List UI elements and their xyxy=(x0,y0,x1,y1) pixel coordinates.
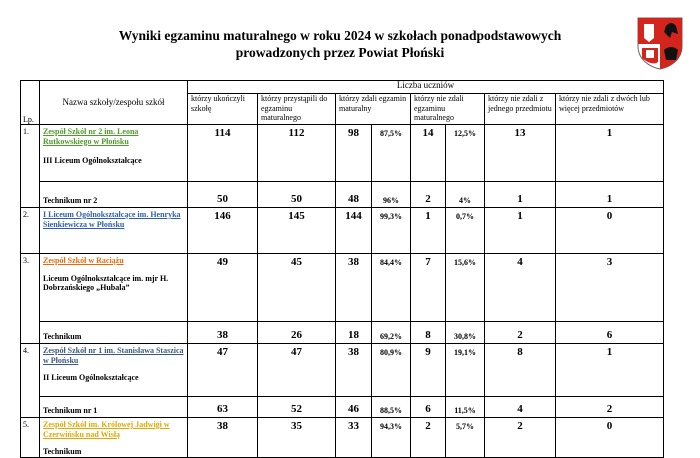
page-title xyxy=(0,27,680,61)
row-school-cell xyxy=(40,254,188,322)
cell-failed-one: 1 xyxy=(485,182,556,208)
row-lp: 5. xyxy=(21,418,40,458)
row-school-cell xyxy=(40,418,188,458)
cell-failed-pct: 19,1% xyxy=(446,344,485,397)
cell-passed-pct: 99,3% xyxy=(372,208,411,254)
table-row xyxy=(21,418,664,458)
cell-passed: 46 xyxy=(336,397,372,418)
cell-failed-one: 4 xyxy=(485,397,556,418)
row-lp: 2. xyxy=(21,208,40,254)
cell-failed: 1 xyxy=(411,208,446,254)
header-school: Nazwa szkoły/zespołu szkół xyxy=(40,81,188,125)
school-subunit: II Liceum Ogólnokształcące xyxy=(43,373,139,382)
cell-graduated: 114 xyxy=(188,125,258,182)
cell-failed-two-plus: 1 xyxy=(556,344,664,397)
cell-passed: 33 xyxy=(336,418,372,458)
header-col-1: którzy ukończyli szkołę xyxy=(188,94,258,125)
row-school-cell xyxy=(40,322,188,344)
cell-failed-two-plus: 6 xyxy=(556,322,664,344)
cell-failed-pct: 15,6% xyxy=(446,254,485,322)
header-col-2: którzy przystąpili do egzaminu maturalnego xyxy=(258,94,336,125)
title-line-1: Wyniki egzaminu maturalnego w roku 2024 w szkołach ponadpodstawowych xyxy=(118,28,562,43)
cell-graduated: 63 xyxy=(188,397,258,418)
cell-took-exam: 145 xyxy=(258,208,336,254)
cell-failed-one: 1 xyxy=(485,208,556,254)
header-col-3: którzy zdali egzamin maturalny xyxy=(336,94,411,125)
cell-failed: 8 xyxy=(411,322,446,344)
cell-took-exam: 52 xyxy=(258,397,336,418)
cell-passed: 144 xyxy=(336,208,372,254)
row-school-cell xyxy=(40,344,188,397)
cell-failed-two-plus: 1 xyxy=(556,125,664,182)
cell-failed-two-plus: 1 xyxy=(556,182,664,208)
cell-graduated: 47 xyxy=(188,344,258,397)
table-row xyxy=(21,344,664,397)
school-link[interactable]: Zespół Szkół nr 2 im. Leona Rutkowskiego w Płońsku xyxy=(43,127,139,146)
table-row xyxy=(21,322,664,344)
cell-passed-pct: 88,5% xyxy=(372,397,411,418)
cell-took-exam: 47 xyxy=(258,344,336,397)
cell-failed: 2 xyxy=(411,418,446,458)
row-school-cell xyxy=(40,125,188,182)
cell-passed: 18 xyxy=(336,322,372,344)
cell-passed-pct: 94,3% xyxy=(372,418,411,458)
school-subunit: Technikum nr 2 xyxy=(43,195,98,205)
cell-graduated: 50 xyxy=(188,182,258,208)
school-subunit: Liceum Ogólnokształcące im. mjr H. Dobrzańskiego „Hubala” xyxy=(43,273,169,292)
coat-of-arms-icon xyxy=(636,16,684,70)
school-subunit: Technikum xyxy=(43,447,82,456)
header-col-5: którzy nie zdali z jednego przedmiotu xyxy=(485,94,556,125)
cell-failed-one: 4 xyxy=(485,254,556,322)
cell-failed-one: 13 xyxy=(485,125,556,182)
cell-took-exam: 35 xyxy=(258,418,336,458)
cell-passed-pct: 80,9% xyxy=(372,344,411,397)
cell-failed: 7 xyxy=(411,254,446,322)
header-col-4: którzy nie zdali egzaminu maturalnego xyxy=(411,94,485,125)
cell-failed-one: 8 xyxy=(485,344,556,397)
row-school-cell xyxy=(40,182,188,208)
cell-failed-one: 2 xyxy=(485,418,556,458)
cell-took-exam: 26 xyxy=(258,322,336,344)
school-link[interactable]: Zespół Szkół nr 1 im. Stanisława Staszica w Płońsku xyxy=(43,346,184,365)
row-lp: 4. xyxy=(21,344,40,418)
title-line-2: prowadzonych przez Powiat Płoński xyxy=(235,45,445,60)
table-row xyxy=(21,125,664,182)
row-lp: 1. xyxy=(21,125,40,208)
cell-failed-one: 2 xyxy=(485,322,556,344)
cell-took-exam: 45 xyxy=(258,254,336,322)
header-lp: Lp. xyxy=(21,81,40,125)
row-school-cell xyxy=(40,208,188,254)
cell-failed: 6 xyxy=(411,397,446,418)
cell-passed-pct: 96% xyxy=(372,182,411,208)
cell-passed-pct: 69,2% xyxy=(372,322,411,344)
school-link[interactable]: I Liceum Ogólnokształcące im. Henryka Sienkiewicza w Płońsku xyxy=(43,210,181,229)
cell-failed-pct: 12,5% xyxy=(446,125,485,182)
school-subunit: III Liceum Ogólnokształcące xyxy=(43,156,142,165)
school-subunit: Technikum xyxy=(43,331,82,341)
cell-graduated: 49 xyxy=(188,254,258,322)
table-row xyxy=(21,254,664,322)
table-row xyxy=(21,182,664,208)
header-col-6: którzy nie zdali z dwóch lub więcej przedmiotów xyxy=(556,94,664,125)
cell-failed-two-plus: 3 xyxy=(556,254,664,322)
cell-passed: 98 xyxy=(336,125,372,182)
table-row xyxy=(21,208,664,254)
row-school-cell xyxy=(40,397,188,418)
cell-failed-two-plus: 0 xyxy=(556,418,664,458)
cell-failed-two-plus: 2 xyxy=(556,397,664,418)
cell-passed-pct: 84,4% xyxy=(372,254,411,322)
school-link[interactable]: Zespół Szkół w Raciążu xyxy=(43,256,124,265)
header-group: Liczba uczniów xyxy=(188,81,664,94)
exam-results-table xyxy=(20,80,664,458)
table-row xyxy=(21,397,664,418)
cell-passed: 38 xyxy=(336,344,372,397)
cell-passed-pct: 87,5% xyxy=(372,125,411,182)
cell-failed-pct: 11,5% xyxy=(446,397,485,418)
cell-failed-pct: 0,7% xyxy=(446,208,485,254)
school-subunit: Technikum nr 1 xyxy=(43,405,98,415)
school-link[interactable]: Zespół Szkół im. Królowej Jadwigi w Czerwińsku nad Wisłą xyxy=(43,420,170,439)
cell-failed: 14 xyxy=(411,125,446,182)
cell-failed-pct: 5,7% xyxy=(446,418,485,458)
cell-passed: 48 xyxy=(336,182,372,208)
cell-took-exam: 50 xyxy=(258,182,336,208)
cell-took-exam: 112 xyxy=(258,125,336,182)
cell-graduated: 38 xyxy=(188,322,258,344)
cell-failed: 2 xyxy=(411,182,446,208)
row-lp: 3. xyxy=(21,254,40,344)
cell-graduated: 38 xyxy=(188,418,258,458)
cell-failed-pct: 4% xyxy=(446,182,485,208)
cell-failed-two-plus: 0 xyxy=(556,208,664,254)
cell-failed-pct: 30,8% xyxy=(446,322,485,344)
cell-failed: 9 xyxy=(411,344,446,397)
cell-graduated: 146 xyxy=(188,208,258,254)
cell-passed: 38 xyxy=(336,254,372,322)
